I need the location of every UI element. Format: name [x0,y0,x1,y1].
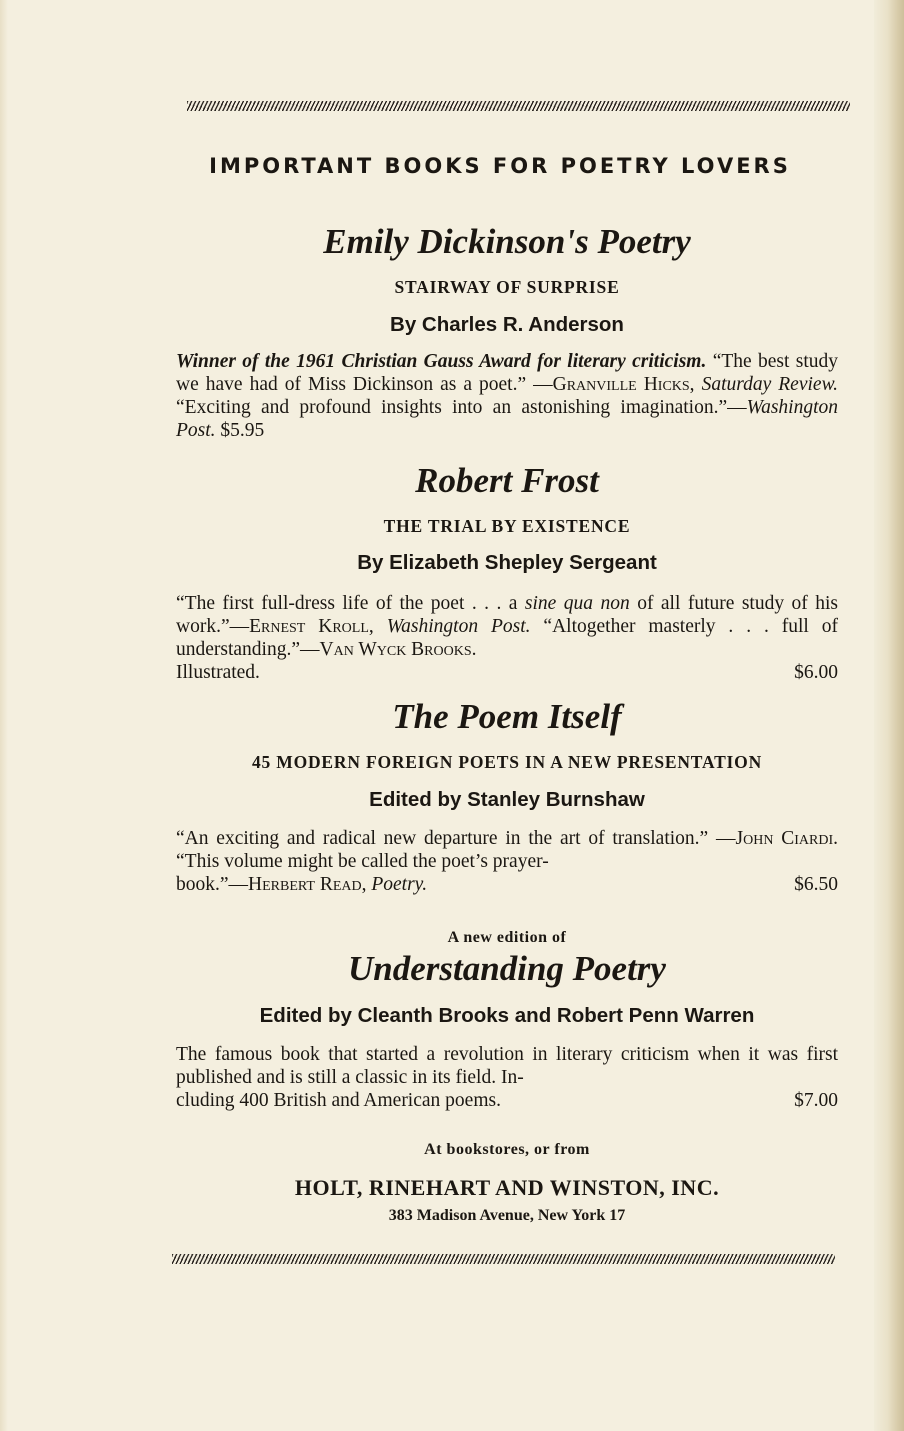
publisher-address: 383 Madison Avenue, New York 17 [388,1207,626,1224]
book-title: Emily Dickinson's Poetry [323,222,691,261]
book-subtitle: 45 MODERN FOREIGN POETS IN A NEW PRESENTATION [251,752,763,772]
price-line [176,873,838,896]
book-subtitle: STAIRWAY OF SURPRISE [394,277,620,297]
quote-text: book.”— [176,874,249,895]
book-description [176,827,838,896]
page-heading: IMPORTANT BOOKS FOR POETRY LOVERS [209,154,791,178]
price: $5.95 [220,420,265,441]
quote-text: of all future study of his work.”— [176,593,838,637]
book-title: The Poem Itself [392,697,622,736]
critic-name: Herbert Read, [248,874,367,895]
book-author: Edited by Cleanth Brooks and Robert Penn Warren [259,1004,755,1027]
price: $6.50 [794,874,838,895]
quote-text: “Exciting and profound insights into an astonishing imagination.”— [176,397,747,418]
source-name: Washington Post. [386,616,531,637]
bottom-decorative-rule [172,1254,835,1264]
source-name: Poetry. [371,874,428,895]
book-subtitle: THE TRIAL BY EXISTENCE [383,516,631,536]
quote-text: “An exciting and radical new departure in the art of translation.” — [176,828,736,849]
publisher-name: HOLT, RINEHART AND WINSTON, INC. [294,1175,720,1200]
edition-intro: A new edition of [447,929,567,946]
book-description [176,350,838,442]
book-author: By Charles R. Anderson [390,313,624,336]
price-line [176,661,838,684]
quote-text: “The first full-dress life of the poet . . . a [176,593,518,614]
top-decorative-rule [187,101,850,111]
book-title: Understanding Poetry [348,949,666,988]
price: $7.00 [794,1090,838,1111]
latin-phrase: sine qua non [524,593,630,614]
source-name: Saturday Review. [701,374,839,395]
book-description [176,1043,838,1112]
price: $6.00 [794,662,838,683]
note-text: Illustrated. [176,662,260,683]
quote-text: “The best study we have had of Miss Dickinson as a poet.” — [176,351,838,395]
book-author: Edited by Stanley Burnshaw [369,788,645,811]
book-title: Robert Frost [415,461,599,500]
page-left-edge [0,0,8,1431]
quote-text: “Altogether masterly . . . full of understanding.”— [176,616,838,660]
description-text: cluding 400 British and American poems. [176,1090,501,1111]
quote-text: “This volume might be called the poet’s prayer- [176,851,549,872]
award-text: Winner of the 1961 Christian Gauss Award for literary criticism. [176,351,707,372]
book-author: By Elizabeth Shepley Sergeant [357,551,657,574]
page-right-edge [874,0,904,1431]
critic-name: Granville Hicks, [552,374,695,395]
availability-line: At bookstores, or from [424,1141,590,1158]
source-name: Washington Post. [176,397,838,441]
price-line [176,1089,838,1112]
book-description [176,592,838,684]
critic-name: Ernest Kroll, [249,616,374,637]
description-text: The famous book that started a revolution in literary criticism when it was first published and is still a classic in its field. In- [176,1044,838,1088]
critic-name: Van Wyck Brooks. [319,639,477,660]
critic-name: John Ciardi. [735,828,838,849]
